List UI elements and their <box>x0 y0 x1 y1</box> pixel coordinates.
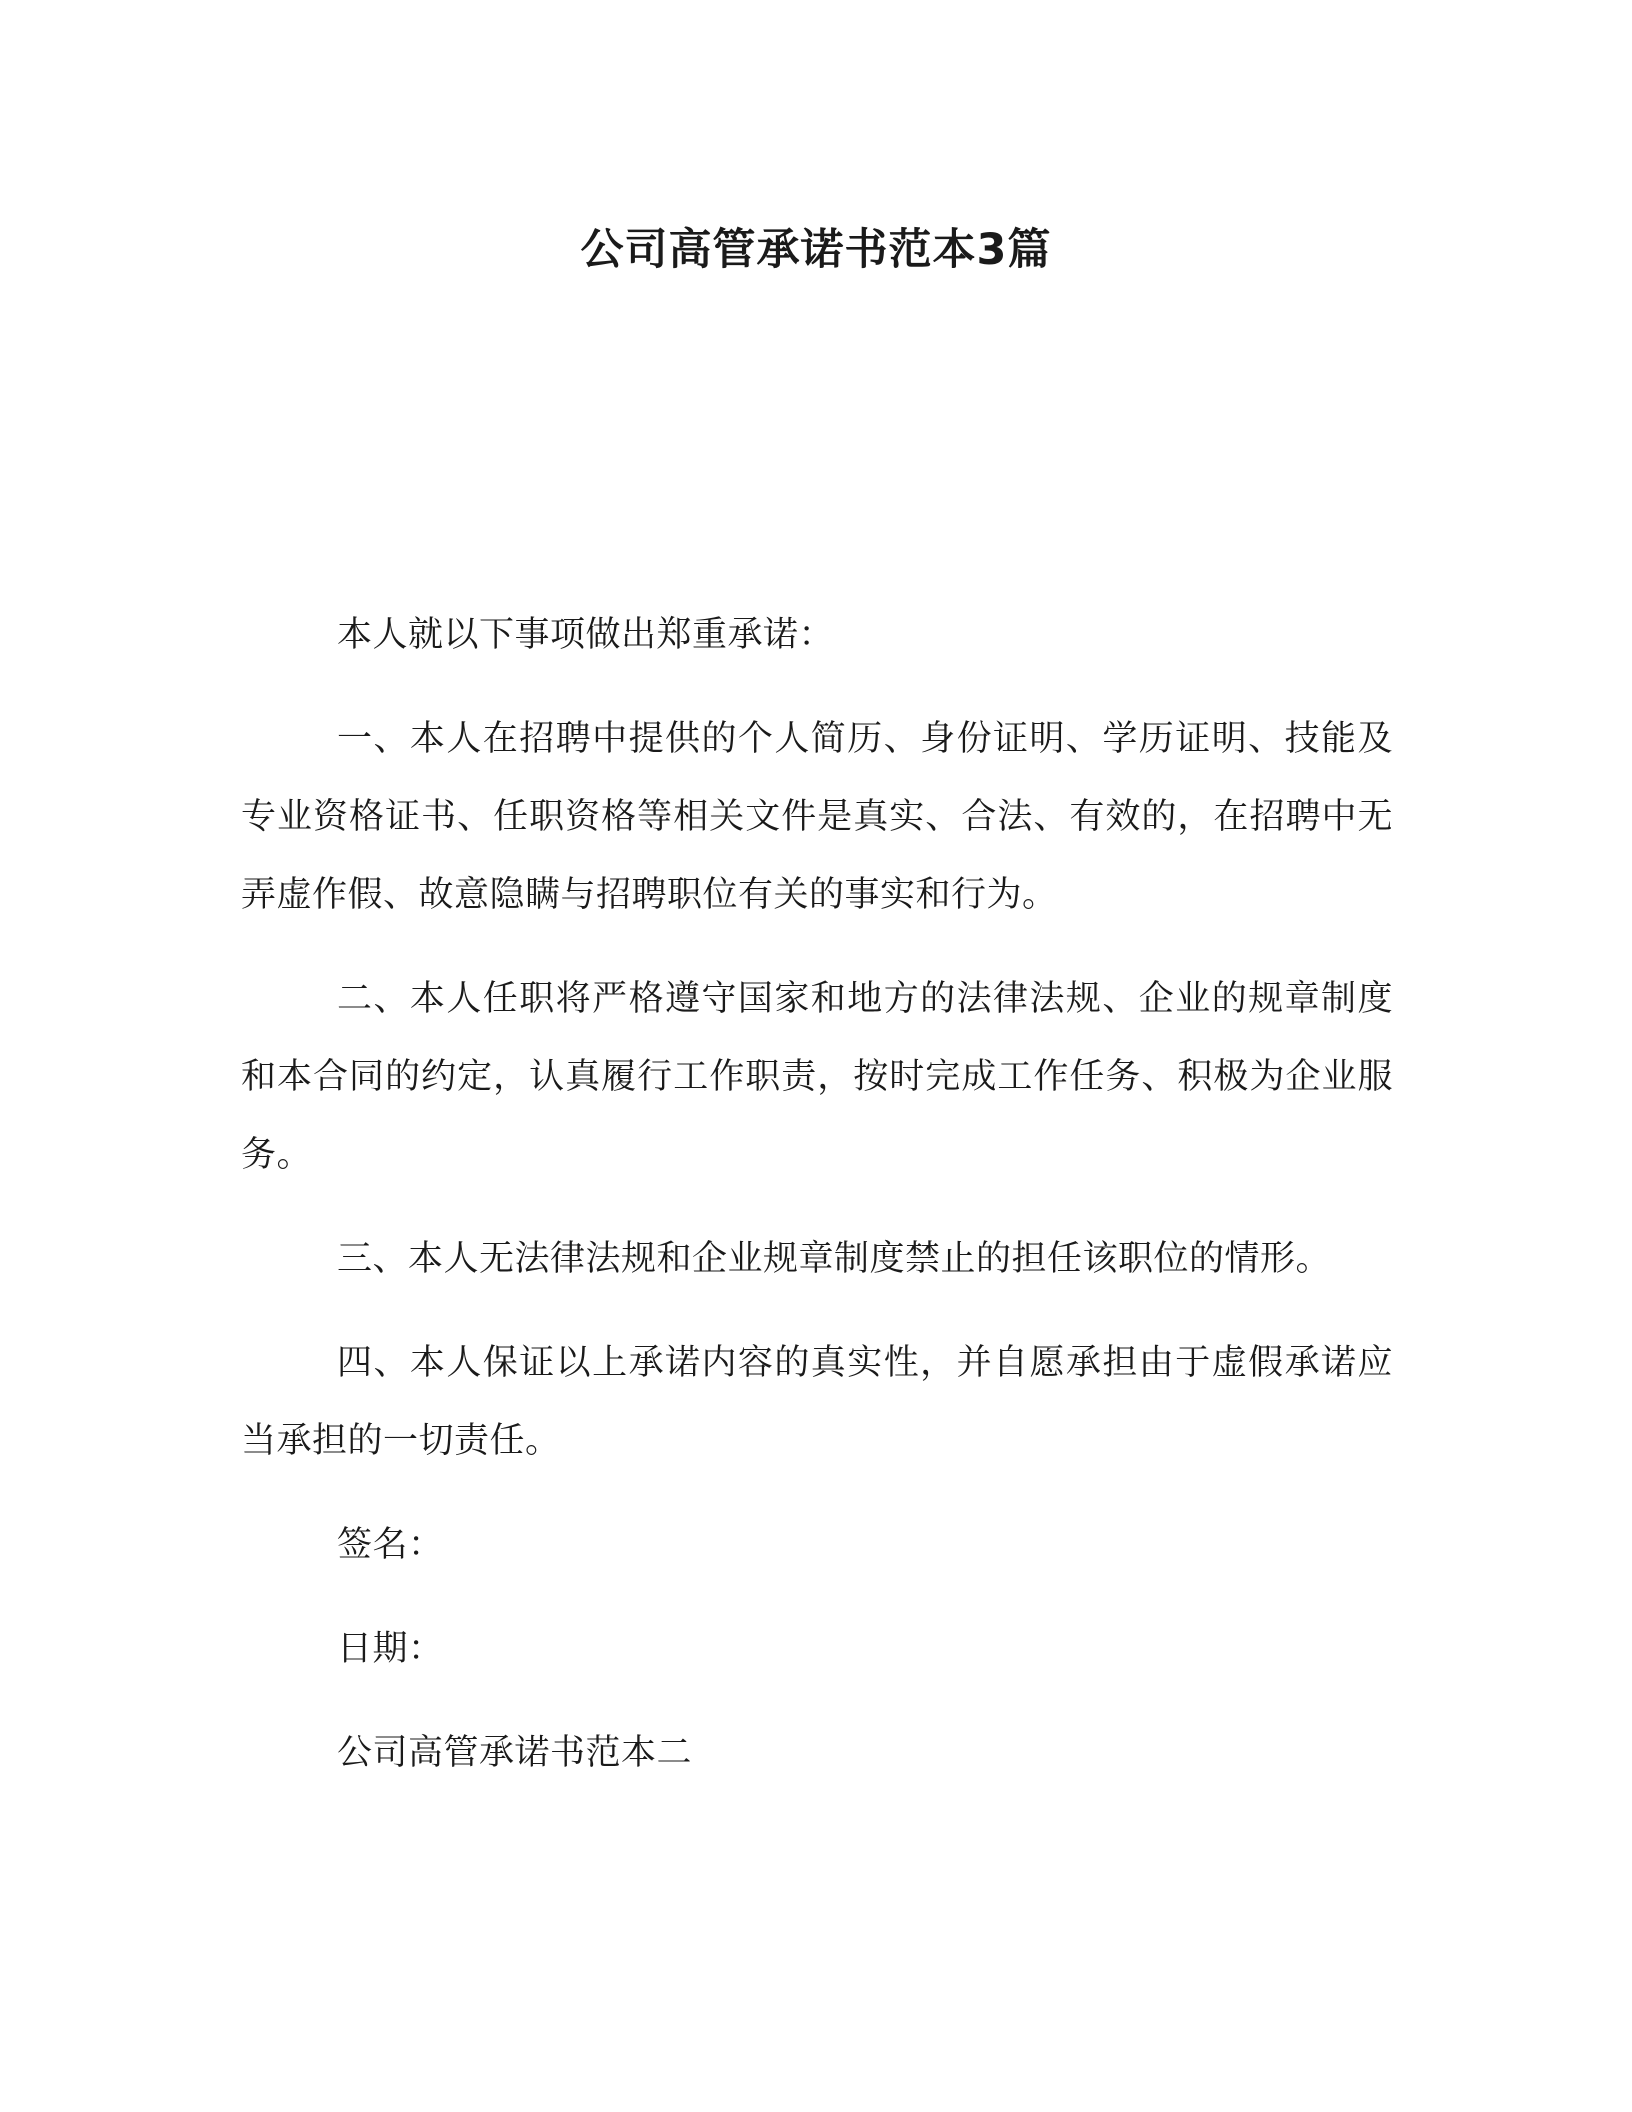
signature-label: 签名： <box>337 1525 444 1565</box>
clause-one-paragraph: 一、本人在招聘中提供的个人简历、身份证明、学历证明、技能及专业资格证书、任职资格等相关文件是真实、合法、有效的，在招聘中无弄虚作假、故意隐瞒与招聘职位有关的事实和行为。 <box>241 719 1393 915</box>
clause-two-paragraph: 二、本人任职将严格遵守国家和地方的法律法规、企业的规章制度和本合同的约定，认真履行工作职责，按时完成工作任务、积极为企业服务。 <box>241 979 1393 1175</box>
clause-three-paragraph: 三、本人无法律法规和企业规章制度禁止的担任该职位的情形。 <box>337 1239 1332 1279</box>
section-two-heading: 公司高管承诺书范本二 <box>337 1733 693 1773</box>
date-label: 日期： <box>337 1629 444 1669</box>
clause-four-paragraph: 四、本人保证以上承诺内容的真实性，并自愿承担由于虚假承诺应当承担的一切责任。 <box>241 1343 1393 1461</box>
document-body <box>241 596 1393 1818</box>
intro-paragraph: 本人就以下事项做出郑重承诺： <box>337 615 835 655</box>
document-title: 公司高管承诺书范本3篇 <box>580 225 1052 275</box>
